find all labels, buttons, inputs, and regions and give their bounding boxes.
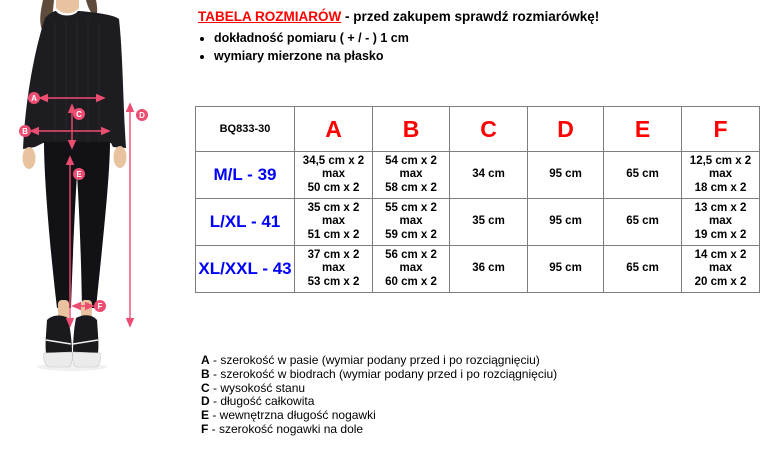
model-neck — [56, 0, 79, 13]
cell-a: 37 cm x 2 max 53 cm x 2 — [295, 246, 373, 293]
legend-item-f: F - szerokość nogawki na dole — [201, 421, 364, 436]
column-header-f: F — [682, 107, 760, 152]
cell-a: 34,5 cm x 2 max 50 cm x 2 — [295, 152, 373, 199]
cell-f: 14 cm x 2 max 20 cm x 2 — [682, 246, 760, 293]
cell-e: 65 cm — [604, 246, 682, 293]
page-title-highlight: TABELA ROZMIARÓW — [198, 9, 342, 24]
cell-b: 55 cm x 2 max 59 cm x 2 — [373, 199, 450, 246]
cell-a: 35 cm x 2 max 51 cm x 2 — [295, 199, 373, 246]
marker-d-letter: D — [139, 111, 145, 120]
cell-e: 65 cm — [604, 152, 682, 199]
product-code: BQ833-30 — [196, 107, 295, 152]
note-item: • wymiary mierzone na płasko — [214, 48, 599, 66]
size-label: XL/XXL - 43 — [196, 246, 295, 293]
model-sweater — [23, 11, 126, 149]
cell-c: 34 cm — [450, 152, 528, 199]
measurement-legend — [201, 354, 557, 437]
model-right-hand — [114, 146, 127, 168]
table-row — [196, 152, 760, 199]
legend-item-e: E - wewnętrzna długość nogawki — [201, 408, 376, 423]
cell-d: 95 cm — [528, 152, 604, 199]
marker-a-letter: A — [31, 94, 37, 103]
column-header-c: C — [450, 107, 528, 152]
table-row — [196, 199, 760, 246]
page-title-rest: - przed zakupem sprawdź rozmiarówkę! — [341, 9, 600, 24]
marker-c-letter: C — [76, 110, 82, 119]
cell-c: 36 cm — [450, 246, 528, 293]
column-header-b: B — [373, 107, 450, 152]
cell-d: 95 cm — [528, 199, 604, 246]
cell-e: 65 cm — [604, 199, 682, 246]
size-table-header-row — [196, 107, 760, 152]
note-item: • dokładność pomiaru ( + / - ) 1 cm — [214, 30, 599, 48]
column-header-d: D — [528, 107, 604, 152]
legend-item-a: A - szerokość w pasie (wymiar podany przed i po rozciągnięciu) — [201, 353, 540, 367]
legend-item-d: D - długość całkowita — [201, 394, 315, 409]
size-label: L/XL - 41 — [196, 199, 295, 246]
page-title — [198, 9, 599, 24]
marker-f-letter: F — [97, 302, 103, 311]
legend-item-c: C - wysokość stanu — [201, 380, 306, 395]
legend-item-b: B - szerokość w biodrach (wymiar podany przed i po rozciągnięciu) — [201, 366, 558, 381]
column-header-a: A — [295, 107, 373, 152]
cell-f: 12,5 cm x 2 max 18 cm x 2 — [682, 152, 760, 199]
cell-b: 56 cm x 2 max 60 cm x 2 — [373, 246, 450, 293]
model-leggings — [44, 142, 110, 308]
cell-d: 95 cm — [528, 246, 604, 293]
model-left-hand — [23, 147, 36, 169]
cell-b: 54 cm x 2 max 58 cm x 2 — [373, 152, 450, 199]
marker-e-letter: E — [76, 170, 82, 179]
cell-c: 35 cm — [450, 199, 528, 246]
size-label: M/L - 39 — [196, 152, 295, 199]
table-row — [196, 246, 760, 293]
size-table — [195, 106, 760, 293]
model-photo — [0, 0, 190, 400]
column-header-e: E — [604, 107, 682, 152]
note-list — [214, 30, 599, 65]
marker-b-letter: B — [22, 127, 28, 136]
model-sneakers — [44, 315, 101, 367]
cell-f: 13 cm x 2 max 19 cm x 2 — [682, 199, 760, 246]
header — [198, 9, 599, 65]
